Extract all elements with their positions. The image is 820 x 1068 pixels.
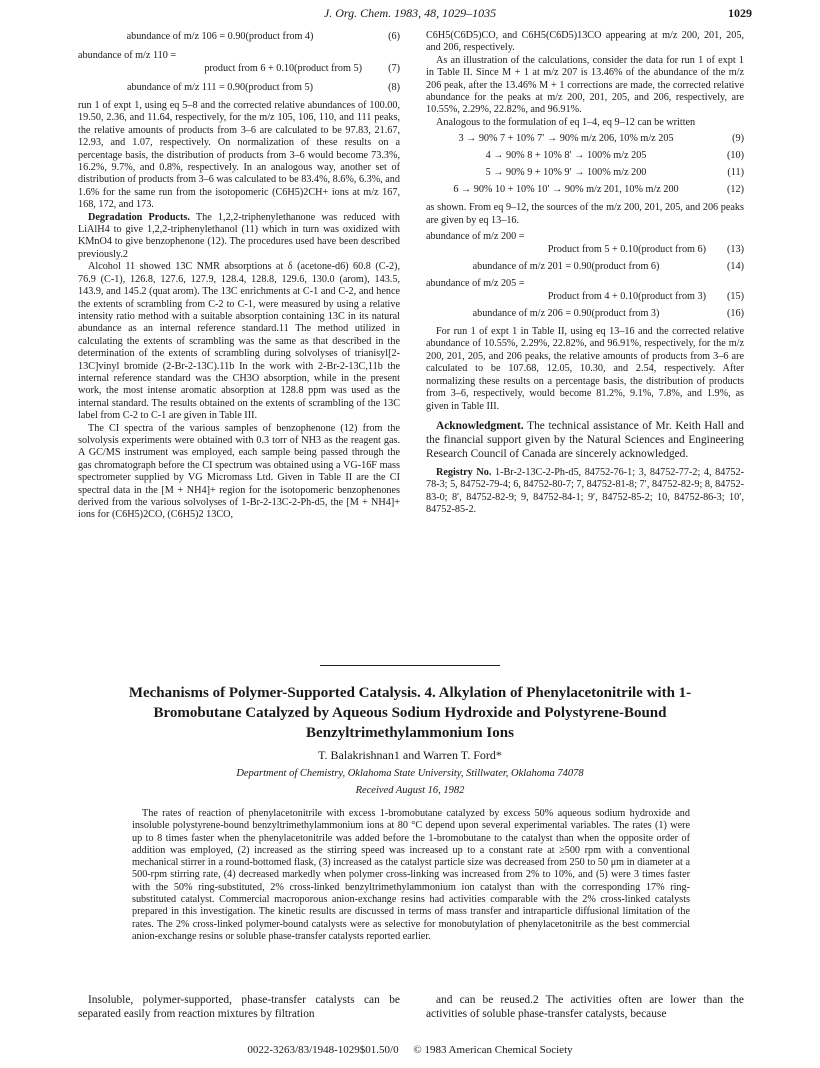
- equation-14: abundance of m/z 201 = 0.90(product from 6) (14): [472, 261, 744, 273]
- intro-right-column: and can be reused.2 The activities often are lower than the activities of soluble phase-transfer catalysts, because: [426, 994, 744, 1020]
- page-number: 1029: [728, 6, 752, 20]
- intro-left-column: Insoluble, polymer-supported, phase-transfer catalysts can be separated easily from reaction mixtures by filtration: [78, 994, 400, 1020]
- journal-citation: J. Org. Chem. 1983, 48, 1029–1035: [323, 6, 497, 20]
- received-date: Received August 16, 1982: [355, 785, 465, 796]
- section-heading: Degradation Products.: [88, 211, 190, 223]
- paragraph: As an illustration of the calculations, consider the data for run 1 of expt 1 in Table II. Since M + 1 at m/z 207 is 13.46% of the abundance of the m/z 206 peak, after the 13.46% M + 1 corrections are made, the corrected relative abundance for the peaks at m/z 200, 201, 205, and 206, respectively, are 10.55%, 2.29%, 22.82%, and 96.91%.: [426, 54, 744, 116]
- paragraph: run 1 of expt 1, using eq 5–8 and the corrected relative abundances of 100.00, 19.50, 2.36, and 11.64, respectively, for the m/z 105, 106, 110, and 111 peaks, the relative amounts of products from 3–6 are calculated to be 97.83, 21.67, 12.93, and 1.07, respectively. On normalization of these results on a percentage basis, the distribution of products from 3–6 would become 73.3%, 16.2%, 9.7%, and 0.8%, respectively. In an analogous way, another set of distribution of products from 3–6 was calculated to be 83.4%, 8.6%, 6.3%, and 1.6% for the same run from the isotopomeric (C6H5)2CH+ ions at m/z 167, 168, 172, and 173.: [78, 100, 400, 211]
- article-divider: [320, 665, 500, 666]
- equation-7-line1: abundance of m/z 110 =: [78, 50, 177, 61]
- copyright: © 1983 American Chemical Society: [413, 1044, 573, 1056]
- equation-15: Product from 4 + 0.10(product from 3) (15): [547, 291, 744, 303]
- paragraph-degradation: Degradation Products. The 1,2,2-triphenylethanone was reduced with LiAlH4 to give 1,2,2-triphenylethanol (11) which in turn was oxidized with KMnO4 to give benzophenone (12). The procedures used have been described previously.2: [78, 211, 400, 260]
- equation-11: 5 → 90% 9 + 10% 9′ → 100% m/z 200 (11): [485, 167, 744, 179]
- registry-heading: Registry No.: [436, 466, 492, 478]
- equation-12: 6 → 90% 10 + 10% 10′ → 90% m/z 201, 10% m/z 200 (12): [453, 184, 744, 196]
- paragraph: C6H5(C6D5)CO, and C6H5(C6D5)13CO appearing at m/z 200, 201, 205, and 206, respectively.: [426, 30, 744, 54]
- equation-16: abundance of m/z 206 = 0.90(product from 3) (16): [472, 308, 744, 320]
- acknowledgment-heading: Acknowledgment.: [436, 419, 524, 432]
- equation-6: abundance of m/z 106 = 0.90(product from 4) (6): [126, 31, 400, 42]
- equation-15-line1: abundance of m/z 205 =: [426, 278, 525, 290]
- equation-13-line1: abundance of m/z 200 =: [426, 231, 525, 243]
- article-affiliation: Department of Chemistry, Oklahoma State University, Stillwater, Oklahoma 74078: [236, 768, 584, 779]
- equation-8: abundance of m/z 111 = 0.90(product from 5) (8): [126, 82, 400, 93]
- left-column: [78, 30, 400, 522]
- equation-13: Product from 5 + 0.10(product from 6) (13): [547, 244, 744, 256]
- paragraph: as shown. From eq 9–12, the sources of the m/z 200, 201, 205, and 206 peaks are given by eq 13–16.: [426, 202, 744, 226]
- equation-7: product from 6 + 0.10(product from 5) (7): [204, 63, 400, 74]
- acknowledgment: Acknowledgment. The technical assistance of Mr. Keith Hall and the financial support given by the Natural Sciences and Engineering Research Council of Canada are sincerely acknowledged.: [426, 419, 744, 460]
- equation-9: 3 → 90% 7 + 10% 7′ → 90% m/z 206, 10% m/z 205 (9): [458, 133, 744, 145]
- registry-numbers: Registry No. 1-Br-2-13C-2-Ph-d5, 84752-76-1; 3, 84752-77-2; 4, 84752-78-3; 5, 84752-79-4; 6, 84752-80-7; 7, 84752-81-8; 7′, 84752-82-9; 8, 84752-83-0; 8′, 84752-82-9; 9, 84752-84-1; 9′, 84752-85-2; 10, 84752-86-3; 10′, 84752-85-2.: [426, 466, 744, 516]
- running-header: [0, 6, 820, 26]
- paragraph: Alcohol 11 showed 13C NMR absorptions at δ (acetone-d6) 60.8 (C-2), 76.9 (C-1), 126.8, 127.6, 127.9, 128.4, 128.8, 129.6, 130.0 (arom), 143.5, 143.9, and 145.2 (quat arom). The 13C enrichments at C-1 and C-2, and hence the extents of scrambling from C-2 to C-1, were measured by using a relative intensity ratio method with a suitable absorption containing 13C in its natural abundance as an internal reference standard.11 The method utilized in calculating the extents of scrambling was the same as that described in the determination of the extents of scrambling during solvolyses of trianisyl[2-13C]vinyl bromide (2-Br-2-13C).11b In the work with 2-Br-2-13C,11b the internal reference standard was the CH3O absorption, while in the present work, the most intense aromatic absorption at 128.8 ppm was used as the internal standard. The results obtained on the extents of scrambling of the 13C label from C-2 to C-1 are given in Table III.: [78, 261, 400, 422]
- article-title: Mechanisms of Polymer-Supported Catalysis. 4. Alkylation of Phenylacetonitrile with 1-Bromobutane Catalyzed by Aqueous Sodium Hydroxide and Polystyrene-Bound Benzyltrimethylammonium Ions: [128, 685, 692, 741]
- paragraph: Analogous to the formulation of eq 1–4, eq 9–12 can be written: [436, 116, 696, 128]
- abstract: The rates of reaction of phenylacetonitrile with excess 1-bromobutane catalyzed by excess 50% aqueous sodium hydroxide and insoluble polystyrene-bound benzyltrimethylammonium ions at 80 °C depend upon several experimental variables. The rates (1) were up to 8 times faster when the phenylacetonitrile was added before the 1-bromobutane to the catalyst than when the opposite order of addition was employed, (2) increased as the stirring speed was increased up to a constant rate at ≥500 rpm with a conventional mechanical stirrer in a round-bottomed flask, (3) increased as the catalyst particle size was decreased from 250 to 50 μm in diameter at a 500-rpm stirring rate, (4) decreased markedly when polymer cross-linking was increased from 2% to 10%, and (5) were 3 times faster with the 50% ring-substituted, 2% cross-linked benzyltrimethylammonium ion catalyst than with the corresponding 17% ring-substituted catalyst. Commercial macroporous anion-exchange resins had activities comparable with the 2% cross-linked catalysts prepared in this investigation. The kinetic results are discussed in terms of mass transfer and intraparticle diffusional limitation of the rates. The 2% cross-linked polymer-bound catalysts were as selective for monobutylation of phenylacetonitrile as the best commercial anion-exchange resins or soluble phase-transfer catalysts reported earlier.: [132, 808, 690, 942]
- paragraph: The CI spectra of the various samples of benzophenone (12) from the solvolysis experiments were obtained with 0.3 torr of NH3 as the reagent gas. A GC/MS instrument was employed, each sample being passed through the gas chromatograph before the CI spectrum was obtained using a VG-16F mass spectrometer supplied by VG Micromass Ltd. Given in Table II are the CI spectral data in the [M + NH4]+ region for the isotopomeric benzophenones derived from the various solvolyses of 1-Br-2-13C-2-Ph-d5, the [M + NH4]+ ions for (C6H5)2CO, (C6H5)2 13CO,: [78, 422, 400, 521]
- right-column: [426, 30, 744, 517]
- article-authors: T. Balakrishnan1 and Warren T. Ford*: [318, 748, 502, 762]
- page-footer: [0, 1044, 820, 1056]
- paragraph: For run 1 of expt 1 in Table II, using eq 13–16 and the corrected relative abundance of 10.55%, 2.29%, 22.82%, and 96.91%, respectively, for the m/z 200, 201, 205, and 206 peaks, the relative amounts of products from 3–6 are calculated to be 107.68, 12.05, 10.30, and 2.54, respectively. After normalizing these results on a percentage basis, the distribution of products from 3–6, respectively, would become 81.2%, 9.1%, 7.8%, and 1.9%, as given in Table III.: [426, 326, 744, 412]
- article-code: 0022-3263/83/1948-1029$01.50/0: [247, 1044, 399, 1056]
- equation-10: 4 → 90% 8 + 10% 8′ → 100% m/z 205 (10): [485, 150, 744, 162]
